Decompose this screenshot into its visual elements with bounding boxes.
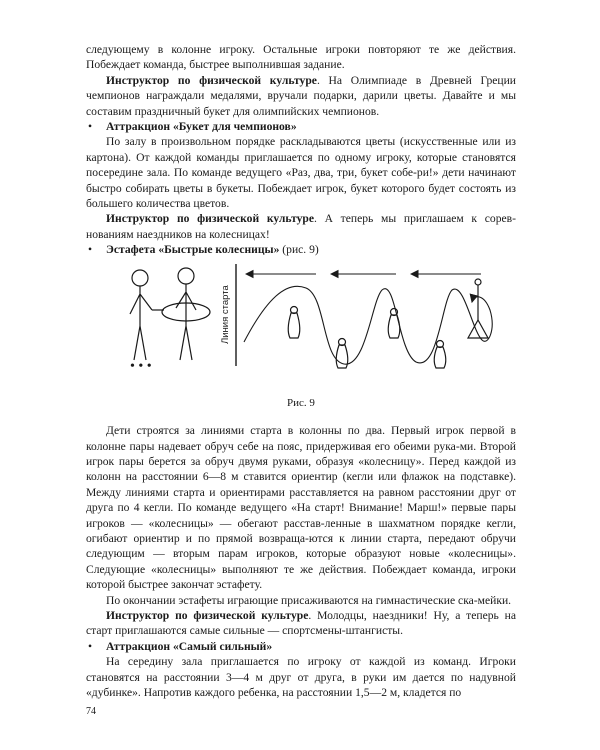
instructor-speech: . На Олимпиаде в Древней Греции чемпионов награждали медалями, вручали подарки, дарили цветы. Давайте и мы составим праздничный букет для олимпийских чемпионов.: [86, 73, 516, 118]
flag-landmark-icon: [468, 279, 488, 338]
figure-reference: (рис. 9): [279, 243, 319, 257]
relay-diagram: [86, 260, 516, 396]
instructor-paragraph: [86, 608, 516, 639]
skittles: [288, 306, 446, 368]
skittle-icon: [288, 306, 300, 338]
paragraph: По окончании эстафеты играющие присаживаются на гимнастические ска-мейки.: [106, 593, 512, 607]
paragraph: На середину зала приглашается по игроку от каждой из команд. Игроки становятся на расстоянии 3—4 м друг от друга, в руки им дается по надувной «дубинке». Напротив каждого ребенка, на расстоянии 1,5—2 м, кладется по: [86, 655, 516, 699]
section-heading-strongest: [86, 639, 516, 654]
section-heading-bouquet: [86, 119, 516, 134]
section-heading-text: Эстафета «Быстрые колесницы»: [106, 243, 280, 257]
instructor-speech: . А теперь мы приглашаем к сорев-нованиям наездников на колесницах!: [86, 212, 516, 241]
child-pair-illustration: [130, 268, 210, 360]
section-heading-text: Аттракцион «Букет для чемпионов»: [106, 120, 297, 134]
figure-9: [86, 260, 516, 396]
instructor-paragraph: [86, 211, 516, 242]
paragraph: По залу в произвольном порядке раскладываются цветы (искусственные или из картона). От каждой команды приглашается по одному игроку, которые становятся посередине зала. По команде ведущего «Раз, два, три, букет собе-ри!» дети начинают быстро собирать цветы в букеты. Побеждает игрок, букет которого будет состоять из большего количества цветов.: [86, 135, 516, 211]
instructor-speech: . Молодцы, наездники! Ну, а теперь на старт приглашаются самые сильные — спортсмены-штангисты.: [86, 608, 517, 638]
skittle-icon: [434, 340, 446, 368]
page-content: [86, 42, 516, 700]
instructor-label: Инструктор по физической культуре: [106, 212, 314, 226]
section-heading-chariots: [86, 242, 516, 257]
figure-caption: Рис. 9: [287, 396, 315, 409]
start-line-label: Линия старта: [220, 284, 231, 344]
relay-path: [244, 286, 492, 364]
paragraph: следующему в колонне игроку. Остальные игроки повторяют те же действия. Побеждает команда, быстрее выполнившая задание.: [86, 43, 516, 72]
instructor-label: Инструктор по физической культуре: [106, 73, 317, 87]
page-number: 74: [86, 706, 96, 717]
continuation-dots: • • •: [130, 358, 152, 374]
instructor-label: Инструктор по физической культуре: [106, 608, 309, 622]
start-line: [220, 264, 236, 366]
paragraph: Дети строятся за линиями старта в колонны по два. Первый игрок первой в колонне пары надевает обруч себе на пояс, придерживая его обеими рука-ми. Второй игрок пары берется за обруч двумя руками, образуя «колесницу». Перед каждой из колонн на расстоянии 6—8 м ставится ориентир (кегли или флажок на подставке). Между линиями старта и ориентирами расставляется на равном расстоянии друг от друга по 4 кегли. По команде ведущего «На старт! Внимание! Марш!» первые пары игроков — «колесницы» — обегают расстав-ленные в шахматном порядке кегли, огибают ориентир и по прямой возвраща-ются к линии старта, передают обручи следующим — вторым парам игроков, которые образуют новые «колесницы». Следующие «колесницы» выполняют те же действия. Побеждает команда, игроки которой быстрее закончат эстафету.: [86, 424, 516, 592]
skittle-icon: [388, 308, 400, 338]
instructor-paragraph: [86, 73, 516, 119]
section-heading-text: Аттракцион «Самый сильный»: [106, 639, 273, 653]
